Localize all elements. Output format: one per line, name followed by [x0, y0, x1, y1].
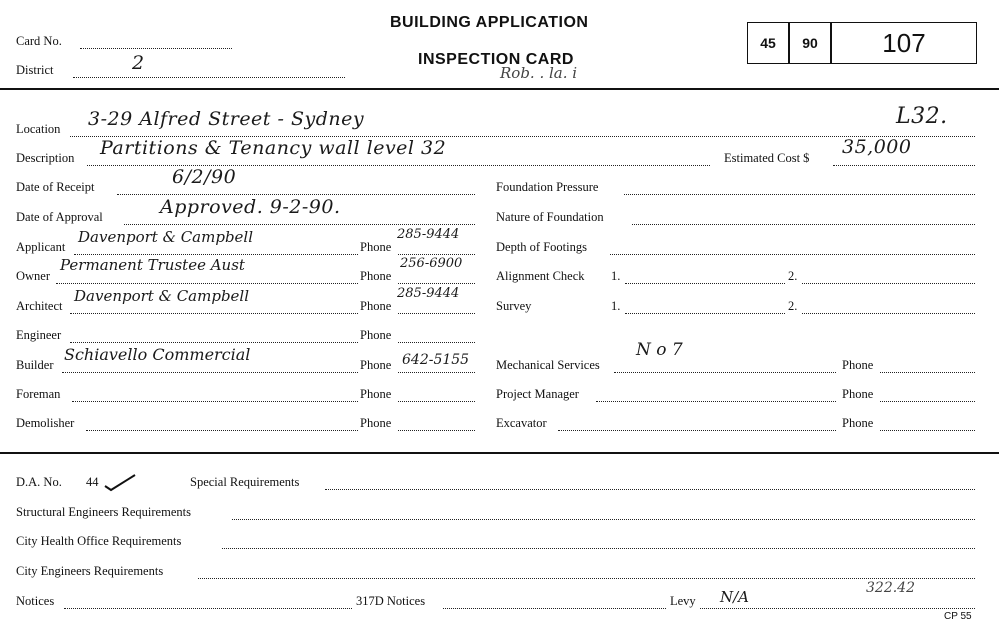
foreman-phone-label: Phone [360, 387, 392, 401]
card-number-value: 107 [882, 27, 926, 58]
foreman-line [72, 401, 358, 402]
survey-n2: 2. [788, 299, 798, 313]
survey-label: Survey [496, 299, 532, 313]
project-manager-label: Project Manager [496, 387, 579, 401]
notices-317d-line [443, 608, 666, 609]
owner-phone-line [398, 283, 475, 284]
date-of-receipt-line [117, 194, 475, 195]
notices-label: Notices [16, 594, 55, 608]
applicant-phone-value: 285-9444 [397, 227, 460, 242]
card-number-box [831, 22, 977, 64]
project-manager-phone-line [880, 401, 975, 402]
location-label: Location [16, 122, 61, 136]
demolisher-phone-line [398, 430, 475, 431]
notices-line [64, 608, 352, 609]
special-requirements-line [325, 489, 975, 490]
architect-label: Architect [16, 299, 63, 313]
levy-scribble: 322.42 [866, 580, 915, 596]
location-value: 3-29 Alfred Street - Sydney [88, 108, 365, 130]
city-engineers-requirements-label: City Engineers Requirements [16, 564, 164, 578]
mechanical-services-label: Mechanical Services [496, 358, 600, 372]
project-manager-phone-label: Phone [842, 387, 874, 401]
card-no-line [80, 48, 232, 49]
levy-value: N/A [720, 588, 750, 606]
excavator-label: Excavator [496, 416, 547, 430]
description-value: Partitions & Tenancy wall level 32 [100, 137, 447, 159]
alignment-check-n1: 1. [611, 269, 621, 283]
depth-of-footings-line [610, 254, 975, 255]
builder-line [62, 372, 358, 373]
card-no-label: Card No. [16, 34, 62, 48]
demolisher-label: Demolisher [16, 416, 75, 430]
alignment-check-n2: 2. [788, 269, 798, 283]
date-of-approval-value: Approved. 9-2-90. [160, 196, 341, 218]
excavator-line [558, 430, 836, 431]
district-value: 2 [132, 52, 145, 74]
depth-of-footings-label: Depth of Footings [496, 240, 587, 254]
levy-line [700, 608, 975, 609]
foundation-pressure-label: Foundation Pressure [496, 180, 599, 194]
mechanical-services-value: N o 7 [636, 340, 683, 360]
project-manager-line [596, 401, 836, 402]
excavator-phone-label: Phone [842, 416, 874, 430]
alignment-check-line-2 [802, 283, 975, 284]
form-code: CP 55 [944, 611, 972, 622]
district-line [73, 77, 345, 78]
engineer-line [70, 342, 358, 343]
structural-requirements-line [232, 519, 975, 520]
survey-line-2 [802, 313, 975, 314]
health-requirements-line [222, 548, 975, 549]
alignment-check-line-1 [625, 283, 785, 284]
mechanical-services-phone-line [880, 372, 975, 373]
card-box-2-value: 90 [802, 35, 818, 51]
location-tag: L32. [896, 104, 948, 129]
estimated-cost-line [833, 165, 975, 166]
builder-phone-label: Phone [360, 358, 392, 372]
foundation-pressure-line [624, 194, 975, 195]
owner-phone-value: 256-6900 [400, 256, 463, 271]
da-no-label: D.A. No. [16, 475, 62, 489]
card-box-1-value: 45 [760, 35, 776, 51]
engineer-phone-label: Phone [360, 328, 392, 342]
divider-middle [0, 452, 999, 454]
mechanical-services-line [614, 372, 836, 373]
owner-label: Owner [16, 269, 51, 283]
date-of-receipt-label: Date of Receipt [16, 180, 95, 194]
date-of-approval-line [124, 224, 475, 225]
builder-value: Schiavello Commercial [64, 345, 251, 364]
estimated-cost-value: 35,000 [842, 136, 912, 158]
city-engineers-requirements-line [198, 578, 975, 579]
engineer-label: Engineer [16, 328, 62, 342]
nature-of-foundation-line [632, 224, 975, 225]
title-building-application: BUILDING APPLICATION [390, 14, 589, 31]
check-mark-icon [103, 472, 137, 492]
owner-phone-label: Phone [360, 269, 392, 283]
nature-of-foundation-label: Nature of Foundation [496, 210, 604, 224]
architect-phone-value: 285-9444 [397, 286, 460, 301]
builder-phone-line [398, 372, 475, 373]
applicant-value: Davenport & Campbell [78, 228, 254, 246]
title-inspection-card: INSPECTION CARD [418, 51, 574, 68]
foreman-phone-line [398, 401, 475, 402]
card-box-2 [789, 22, 831, 64]
survey-n1: 1. [611, 299, 621, 313]
card-box-1 [747, 22, 789, 64]
owner-value: Permanent Trustee Aust [60, 256, 245, 274]
estimated-cost-label: Estimated Cost $ [724, 151, 810, 165]
applicant-phone-line [398, 254, 475, 255]
date-of-receipt-value: 6/2/90 [172, 166, 237, 188]
engineer-phone-line [398, 342, 475, 343]
builder-phone-value: 642-5155 [402, 352, 470, 368]
architect-phone-line [398, 313, 475, 314]
district-label: District [16, 63, 54, 77]
demolisher-phone-label: Phone [360, 416, 392, 430]
architect-value: Davenport & Campbell [74, 287, 250, 305]
divider-top [0, 88, 999, 90]
da-no-value: 44 [86, 475, 99, 489]
architect-line [70, 313, 358, 314]
special-requirements-label: Special Requirements [190, 475, 300, 489]
description-label: Description [16, 151, 75, 165]
architect-phone-label: Phone [360, 299, 392, 313]
demolisher-line [86, 430, 358, 431]
builder-label: Builder [16, 358, 54, 372]
notices-317d-label: 317D Notices [356, 594, 426, 608]
applicant-label: Applicant [16, 240, 66, 254]
health-requirements-label: City Health Office Requirements [16, 534, 182, 548]
scribble-top: Rob. . la. i [500, 64, 578, 82]
foreman-label: Foreman [16, 387, 61, 401]
levy-label: Levy [670, 594, 696, 608]
survey-line-1 [625, 313, 785, 314]
mechanical-services-phone-label: Phone [842, 358, 874, 372]
date-of-approval-label: Date of Approval [16, 210, 103, 224]
applicant-phone-label: Phone [360, 240, 392, 254]
owner-line [56, 283, 358, 284]
applicant-line [74, 254, 358, 255]
alignment-check-label: Alignment Check [496, 269, 585, 283]
excavator-phone-line [880, 430, 975, 431]
structural-requirements-label: Structural Engineers Requirements [16, 505, 191, 519]
